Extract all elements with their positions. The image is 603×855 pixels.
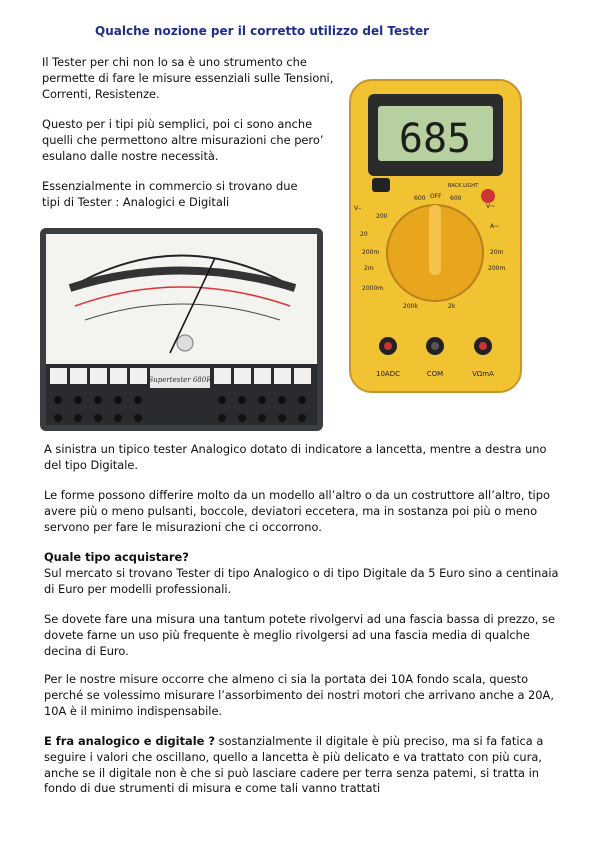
paragraph-which-to-buy	[44, 550, 564, 597]
svg-text:V–: V–	[354, 205, 362, 212]
heading-analog-vs-digital: E fra analogico e digitale ?	[44, 734, 215, 748]
intro-paragraph-2: Questo per i tipi più semplici, poi ci sono anche quelli che permettono altre misurazioni che pero’ esulano dalle nostre necessità.	[42, 117, 324, 163]
paragraph-price-range: Se dovete fare una misura una tantum potete rivolgervi ad una fascia bassa di prezzo, se dovete farne un uso più frequente è meglio rivolgersi ad una fascia media di qualche decina di Euro.	[44, 612, 556, 658]
jack-label-com: COM	[426, 370, 444, 378]
svg-text:200m: 200m	[488, 265, 506, 272]
intro-paragraph-1: Il Tester per chi non lo sa è uno strumento che permette di fare le misure essenziali sulle Tensioni, Correnti, Resistenze.	[42, 55, 334, 101]
lcd-readout: 685	[398, 116, 472, 162]
svg-text:2m: 2m	[364, 265, 374, 272]
analog-tester-image	[40, 228, 323, 431]
paragraph-10a-range: Per le nostre misure occorre che almeno ci sia la portata dei 10A fondo scala, questo perché se volessimo misurare l’assorbimento dei nostri motori che arrivano anche a 20A, 10A è il minimo indispensabile.	[44, 672, 554, 718]
intro-paragraph-3: Essenzialmente in commercio si trovano due tipi di Tester : Analogici e Digitali	[42, 179, 298, 209]
jack-label-10adc: 10ADC	[376, 370, 400, 378]
svg-text:OFF: OFF	[430, 193, 442, 200]
digital-tester-image	[348, 78, 523, 394]
svg-text:600: 600	[414, 195, 426, 202]
svg-text:A~: A~	[490, 223, 500, 230]
svg-text:V~: V~	[486, 203, 496, 210]
svg-text:600: 600	[450, 195, 462, 202]
analog-brand-label: Supertester 680R	[148, 376, 212, 384]
backlight-label: BACK LIGHT	[447, 183, 479, 189]
page-title: Qualche nozione per il corretto utilizzo del Tester	[95, 24, 430, 38]
svg-text:2k: 2k	[448, 303, 456, 310]
paragraph-forms: Le forme possono differire molto da un modello all’altro o da un costruttore all’altro, tipo avere più o meno pulsanti, boccole, deviatori eccetera, ma in sostanza poi più o meno servono per fare le misurazioni che ci occorrono.	[44, 488, 550, 534]
svg-text:2000m: 2000m	[362, 285, 384, 292]
paragraph-analog-digital: A sinistra un tipico tester Analogico dotato di indicatore a lancetta, mentre a destra uno del tipo Digitale.	[44, 442, 547, 472]
jack-label-vohm: VΩmA	[472, 370, 494, 378]
text-which-to-buy: Sul mercato si trovano Tester di tipo Analogico o di tipo Digitale da 5 Euro sino a centinaia di Euro per modelli professionali.	[44, 565, 559, 596]
text-analog-vs-digital: sostanzialmente il digitale è più preciso, ma si fa fatica a seguire i valori che oscillano, quello a lancetta è più delicato e va trattato con più cura, anche se il digitale non è che si può lasciare cadere per terra senza patemi, si tratta in fondo di due strumenti di misura e come tali vanno trattati	[44, 734, 544, 796]
svg-text:200: 200	[376, 213, 388, 220]
heading-which-to-buy: Quale tipo acquistare?	[44, 550, 189, 564]
svg-text:20: 20	[360, 231, 368, 238]
paragraph-analog-vs-digital	[44, 734, 564, 797]
svg-text:20m: 20m	[490, 249, 504, 256]
svg-text:200k: 200k	[403, 303, 418, 310]
svg-text:200m: 200m	[362, 249, 380, 256]
